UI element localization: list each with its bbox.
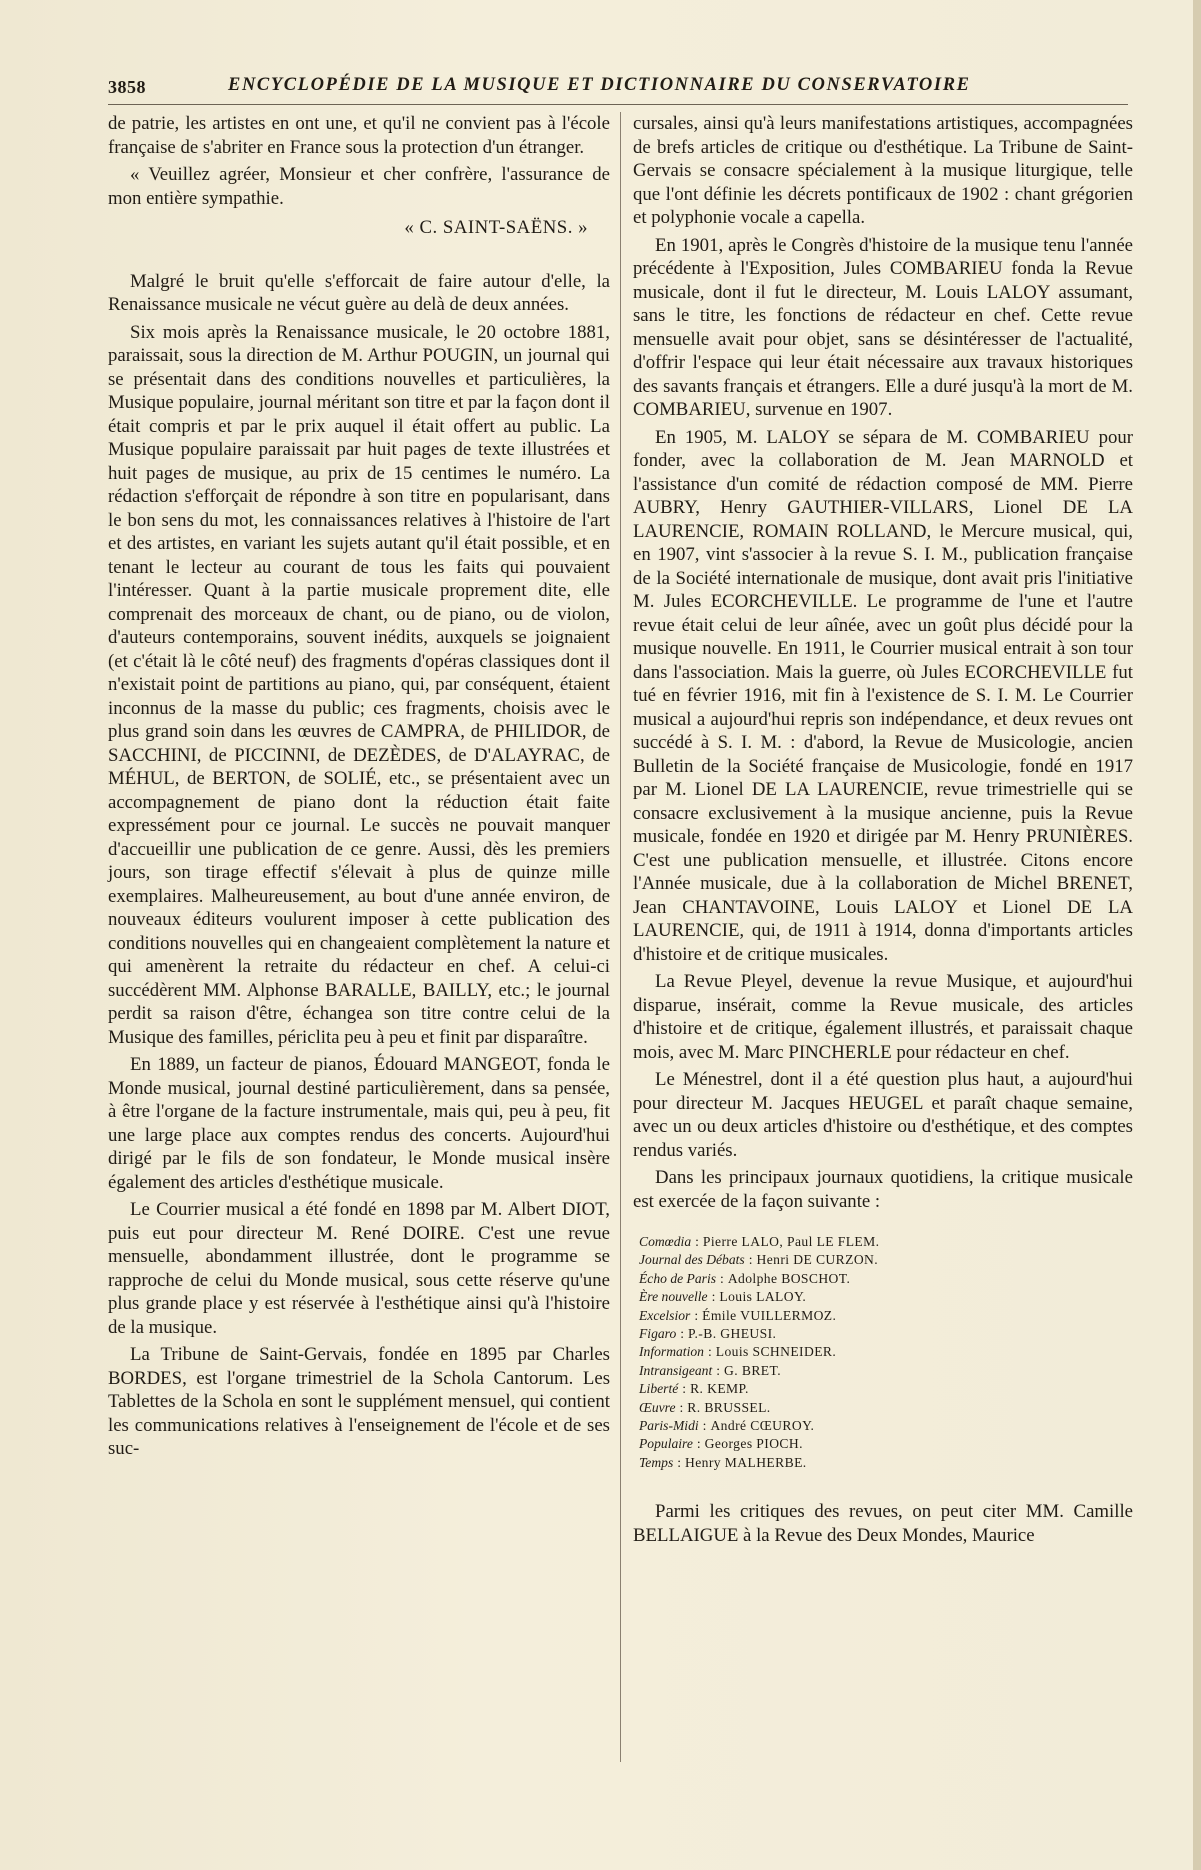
journal-name: Intransigeant (639, 1362, 713, 1378)
header-rule (108, 104, 1128, 105)
paragraph: En 1889, un facteur de pianos, Édouard MANGEOT, fonda le Monde musical, journal destiné particulièrement, dans sa pensée, à être l'organe de la facture instrumentale, mais qui, peu à peu, fit une large place aux comptes rendus des concerts. Aujourd'hui dirigé par le fils de son fondateur, le Monde musical insère également des articles d'esthétique musicale. (108, 1054, 610, 1193)
journal-critic: Louis LALOY. (719, 1289, 807, 1305)
paragraph: cursales, ainsi qu'à leurs manifestations artistiques, accompagnées de brefs articles de critique ou d'esthétique. La Tribune de Saint-Gervais se consacre spécialement à la musique liturgique, telle que l'ont définie les décrets pontificaux de 1902 : chant grégorien et polyphonie vocale a capella. (633, 113, 1133, 228)
column-divider (620, 112, 621, 1762)
running-title: ENCYCLOPÉDIE DE LA MUSIQUE ET DICTIONNAIRE DU CONSERVATOIRE (228, 75, 971, 95)
journal-separator: : (682, 1381, 687, 1397)
paragraph: La Revue Pleyel, devenue la revue Musique, et aujourd'hui disparue, insérait, comme la Revue musicale, des articles d'histoire et de critique, également illustrés, et paraissait chaque mois, avec M. Marc PINCHERLE pour rédacteur en chef. (633, 971, 1133, 1063)
journal-row (639, 1435, 1133, 1453)
journal-row (639, 1343, 1133, 1361)
journal-name: Populaire (639, 1436, 693, 1452)
journal-separator: : (694, 1307, 699, 1323)
journal-name: Paris-Midi (639, 1418, 699, 1434)
paragraph: Le Ménestrel, dont il a été question plus haut, a aujourd'hui pour directeur M. Jacques HEUGEL et paraît chaque semaine, avec un ou deux articles d'histoire ou d'esthétique, et des comptes rendus variés. (633, 1069, 1133, 1161)
journal-critic: Henry MALHERBE. (685, 1454, 807, 1470)
paragraph: Malgré le bruit qu'elle s'efforcait de faire autour d'elle, la Renaissance musicale ne vécut guère au delà de deux années. (108, 270, 610, 315)
paragraph: En 1901, après le Congrès d'histoire de la musique tenu l'année précédente à l'Exposition, Jules COMBARIEU fonda la Revue musicale, dont il fut le directeur, M. Louis LALOY assumant, sans le titre, les fonctions de rédacteur en chef. Cette revue mensuelle avait pour objet, sans se désintéresser de l'actualité, d'offrir l'espace qui leur était nécessaire aux travaux historiques des savants français et étrangers. Elle a duré jusqu'à la mort de M. COMBARIEU, survenue en 1907. (633, 234, 1133, 420)
journal-row (639, 1251, 1133, 1269)
paragraph: Six mois après la Renaissance musicale, le 20 octobre 1881, paraissait, sous la direction de M. Arthur POUGIN, un journal qui se présentait dans des conditions nouvelles et particulières, la Musique populaire, journal méritant son titre et par la façon dont il était compris et par le prix auquel il était offert au public. La Musique populaire paraissait par huit pages de texte illustrées et huit pages de musique, au prix de 15 centimes le numéro. La rédaction s'efforçait de répondre à son titre en popularisant, dans le bon sens du mot, les connaissances relatives à l'histoire de l'art et des artistes, en variant les sujets autant qu'il était possible, et en tenant le lecteur au courant de tous les faits qui pouvaient l'intéresser. Quant à la partie musicale proprement dite, elle comprenait des morceaux de chant, ou de piano, ou de violon, d'auteurs contemporains, souvent inédits, auxquels se joignaient (et c'était là le côté neuf) des fragments d'opéras classiques dont il n'existait point de partitions au piano, qui, par conséquent, étaient inconnus de la masse du public; ces fragments, choisis avec le plus grand soin dans les œuvres de CAMPRA, de PHILIDOR, de SACCHINI, de PICCINNI, de DEZÈDES, de D'ALAYRAC, de MÉHUL, de BERTON, de SOLIÉ, etc., se présentaient avec un accompagnement de piano dont la réduction était faite expressément pour ce journal. Le succès ne pouvait manquer d'accueillir une publication de ce genre. Aussi, dès les premiers jours, son tirage effectif s'élevait à plus de quinze mille exemplaires. Malheureusement, au bout d'une année environ, de nouveaux éditeurs voulurent imposer à cette publication des conditions nouvelles qui en changeaient complètement la nature et qui amenèrent la retraite du rédacteur en chef. A celui-ci succédèrent MM. Alphonse BARALLE, BAILLY, etc.; le journal perdit sa raison d'être, échangea son titre contre celui de la Musique des familles, périclita peu à peu et finit par disparaître. (108, 321, 610, 1048)
paragraph: Parmi les critiques des revues, on peut citer MM. Camille BELLAIGUE à la Revue des Deux Mondes, Maurice (633, 1501, 1133, 1546)
journal-separator: : (679, 1399, 684, 1415)
journal-critic: Émile VUILLERMOZ. (702, 1307, 837, 1323)
right-column (633, 112, 1133, 1551)
journal-critic: Pierre LALO, Paul LE FLEM. (702, 1234, 880, 1249)
journal-critic: Henri DE CURZON. (756, 1252, 879, 1268)
journal-name: Ère nouvelle (639, 1289, 708, 1305)
journal-separator: : (695, 1234, 699, 1249)
page-header (108, 73, 1128, 101)
paragraph: En 1905, M. LALOY se sépara de M. COMBARIEU pour fonder, avec la collaboration de M. Jean MARNOLD et l'assistance d'un comité de rédaction composé de MM. Pierre AUBRY, Henry GAUTHIER-VILLARS, Lionel DE LA LAURENCIE, ROMAIN ROLLAND, le Mercure musical, qui, en 1907, vint s'associer à la revue S. I. M., publication française de la Société internationale de musique, dont avait pris l'initiative M. Jules ECORCHEVILLE. Le programme de l'une et l'autre revue était celui de leur aînée, avec un goût plus décidé pour la musique nouvelle. En 1911, le Courrier musical entrait à son tour dans l'association. Mais la guerre, où Jules ECORCHEVILLE fut tué en février 1916, mit fin à l'existence de S. I. M. Le Courrier musical a aujourd'hui repris son indépendance, et deux revues ont succédé à S. I. M. : d'abord, la Revue de Musicologie, ancien Bulletin de la Société française de Musicologie, fondé en 1917 par M. Lionel DE LA LAURENCIE, revue trimestrielle qui se consacre exclusivement à la musique ancienne, puis la Revue musicale, fondée en 1920 et dirigée par M. Henry PRUNIÈRES. C'est une publication mensuelle, et illustrée. Citons encore l'Année musicale, due à la collaboration de Michel BRENET, Jean CHANTAVOINE, Louis LALOY et Lionel DE LA LAURENCIE, qui, de 1911 à 1914, donna d'importants articles d'histoire et de critique musicales. (633, 426, 1133, 965)
journal-critic: G. BRET. (724, 1362, 781, 1378)
journal-name: Liberté (639, 1381, 679, 1397)
journal-row (639, 1233, 1133, 1251)
journal-row (639, 1417, 1133, 1435)
page-edge (1193, 0, 1201, 1870)
paragraph: La Tribune de Saint-Gervais, fondée en 1895 par Charles BORDES, est l'organe trimestriel de la Schola Cantorum. Les Tablettes de la Schola en sont le supplément mensuel, qui contient les communications relatives à l'enseignement de l'école et de ses suc- (108, 1344, 610, 1459)
journal-separator: : (680, 1326, 685, 1342)
journal-name: Écho de Paris (639, 1270, 717, 1286)
journal-separator: : (711, 1289, 716, 1305)
journal-row (639, 1380, 1133, 1398)
journal-separator: : (748, 1252, 753, 1268)
journal-separator: : (716, 1362, 721, 1378)
journal-critic: Louis SCHNEIDER. (715, 1344, 837, 1360)
page-number: 3858 (108, 77, 146, 97)
paragraph: « Veuillez agréer, Monsieur et cher confrère, l'assurance de mon entière sympathie. (108, 164, 610, 209)
journal-critic: R. BRUSSEL. (687, 1399, 771, 1415)
journal-row (639, 1325, 1133, 1343)
journal-critic: Adolphe BOSCHOT. (727, 1270, 851, 1286)
journal-name: Excelsior (639, 1307, 691, 1323)
journal-row (639, 1399, 1133, 1417)
journal-row (639, 1454, 1133, 1472)
paragraph: Le Courrier musical a été fondé en 1898 par M. Albert DIOT, puis eut pour directeur M. René DOIRE. C'est une revue mensuelle, abondamment illustrée, dont le programme se rapproche de celui du Monde musical, sous cette réserve qu'une plus grande place y est réservée à l'esthétique ainsi qu'à l'histoire de la musique. (108, 1199, 610, 1338)
journal-name: Figaro (639, 1326, 677, 1342)
journal-name: Œuvre (639, 1399, 676, 1415)
journal-row (639, 1288, 1133, 1306)
journal-critic: Georges PIOCH. (704, 1436, 803, 1452)
paragraph: de patrie, les artistes en ont une, et qu'il ne convient pas à l'école française de s'abriter en France sous la protection d'un étranger. (108, 113, 610, 158)
journal-critic: R. KEMP. (690, 1381, 749, 1397)
journal-row (639, 1307, 1133, 1325)
journal-separator: : (696, 1436, 701, 1452)
journal-name: Temps (639, 1454, 674, 1470)
journal-row (639, 1362, 1133, 1380)
journal-name: Comœdia (639, 1234, 692, 1249)
journal-critic-list (633, 1233, 1133, 1472)
journal-separator: : (677, 1454, 682, 1470)
left-column (108, 112, 610, 1465)
signature: « C. SAINT-SAËNS. » (404, 217, 588, 238)
journal-separator: : (707, 1344, 712, 1360)
journal-name: Journal des Débats (639, 1252, 745, 1268)
journal-separator: : (702, 1418, 707, 1434)
paragraph: Dans les principaux journaux quotidiens, la critique musicale est exercée de la façon suivante : (633, 1167, 1133, 1212)
journal-separator: : (720, 1270, 724, 1286)
journal-critic: André CŒUROY. (710, 1418, 815, 1434)
journal-critic: P.-B. GHEUSI. (688, 1326, 777, 1342)
journal-name: Information (639, 1344, 704, 1360)
journal-row (639, 1270, 1133, 1288)
